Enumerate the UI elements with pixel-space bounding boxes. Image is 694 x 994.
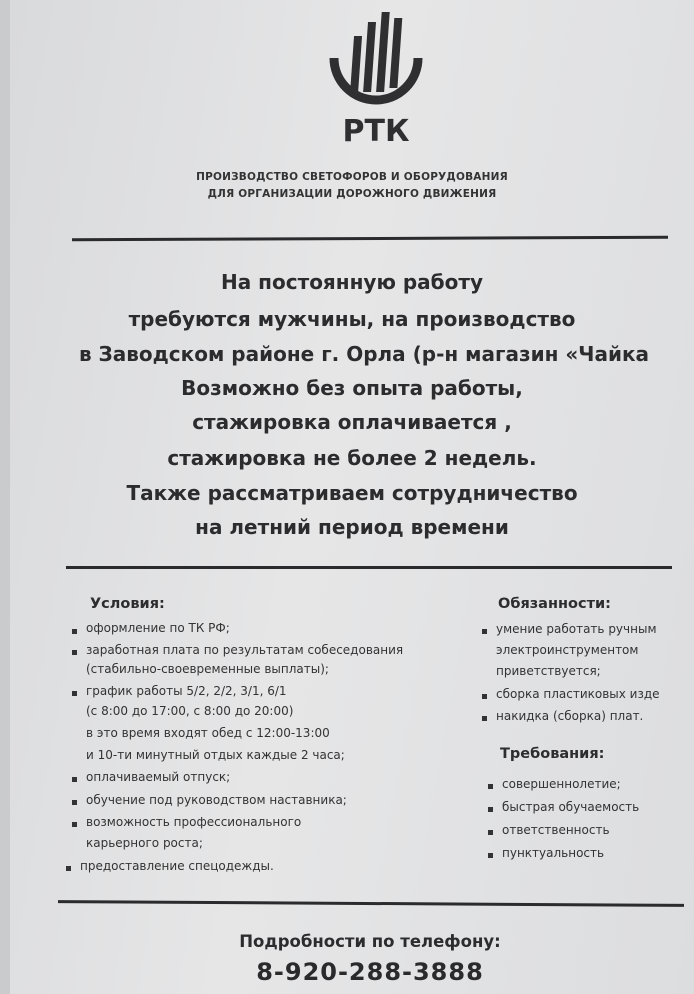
requirements-item: ответственность bbox=[502, 823, 610, 837]
requirements-item: быстрая обучаемость bbox=[502, 800, 640, 814]
conditions-item: оформление по ТК РФ; bbox=[86, 621, 230, 635]
bullet-icon bbox=[482, 629, 487, 634]
bullet-icon bbox=[482, 716, 487, 721]
bullet-icon bbox=[72, 650, 77, 655]
conditions-item: заработная плата по результатам собеседования bbox=[86, 643, 404, 657]
requirements-item: совершеннолетие; bbox=[502, 777, 621, 791]
bullet-icon bbox=[72, 691, 77, 696]
conditions-item-cont: (стабильно-своевременные выплаты); bbox=[86, 662, 329, 676]
headline-line-7: Также рассматриваем сотрудничество bbox=[126, 481, 578, 505]
phone-number[interactable]: 8-920-288-3888 bbox=[256, 958, 484, 986]
divider-top bbox=[72, 236, 668, 242]
duties-item: накидка (сборка) плат. bbox=[496, 709, 644, 723]
conditions-item: предоставление спецодежды. bbox=[80, 859, 274, 873]
divider-bottom bbox=[58, 900, 684, 907]
headline-line-2: требуются мужчины, на производство bbox=[128, 307, 576, 331]
conditions-title: Условия: bbox=[90, 596, 165, 612]
bullet-icon bbox=[66, 866, 71, 871]
contact-label: Подробности по телефону: bbox=[239, 932, 501, 951]
requirements-item: пунктуальность bbox=[502, 846, 605, 860]
bullet-icon bbox=[72, 777, 77, 782]
duties-item-cont: приветствуется; bbox=[496, 664, 601, 678]
bullet-icon bbox=[72, 800, 77, 805]
duties-title: Обязанности: bbox=[498, 596, 611, 612]
bullet-icon bbox=[72, 629, 77, 634]
requirements-title: Требования: bbox=[500, 746, 605, 762]
conditions-item-cont: в это время входят обед с 12:00-13:00 bbox=[86, 726, 330, 740]
conditions-item: оплачиваемый отпуск; bbox=[86, 770, 231, 784]
headline-line-8: на летний период времени bbox=[195, 515, 509, 539]
conditions-item: обучение под руководством наставника; bbox=[86, 793, 347, 807]
bullet-icon bbox=[72, 822, 77, 827]
conditions-item: возможность профессионального bbox=[86, 815, 302, 829]
tagline-line-1: ПРОИЗВОДСТВО СВЕТОФОРОВ И ОБОРУДОВАНИЯ bbox=[196, 171, 508, 183]
conditions-item: график работы 5/2, 2/2, 3/1, 6/1 bbox=[86, 684, 287, 698]
headline-line-1: На постоянную работу bbox=[220, 270, 483, 294]
bullet-icon bbox=[488, 807, 493, 812]
bullet-icon bbox=[482, 694, 487, 699]
headline-line-5: стажировка оплачивается , bbox=[192, 410, 512, 434]
conditions-item-cont: и 10-ти минутный отдых каждые 2 часа; bbox=[86, 748, 345, 762]
bullet-icon bbox=[488, 830, 493, 835]
headline-line-6: стажировка не более 2 недель. bbox=[167, 446, 537, 470]
conditions-item-cont: (с 8:00 до 17:00, с 8:00 до 20:00) bbox=[86, 704, 294, 718]
bullet-icon bbox=[488, 853, 493, 858]
headline-line-4: Возможно без опыта работы, bbox=[181, 376, 523, 400]
rtk-logo-icon bbox=[326, 8, 426, 158]
flyer-sheet bbox=[10, 0, 694, 994]
divider-middle bbox=[66, 566, 672, 569]
logo-text: РТК bbox=[342, 114, 410, 149]
duties-item: сборка пластиковых изде bbox=[496, 687, 660, 701]
conditions-item-cont: карьерного роста; bbox=[86, 836, 203, 850]
bullet-icon bbox=[488, 784, 493, 789]
duties-item-cont: электроинструментом bbox=[496, 643, 639, 657]
duties-item: умение работать ручным bbox=[496, 622, 657, 636]
headline-line-3: в Заводском районе г. Орла (р-н магазин «Чайка bbox=[78, 342, 650, 366]
tagline-line-2: ДЛЯ ОРГАНИЗАЦИИ ДОРОЖНОГО ДВИЖЕНИЯ bbox=[207, 188, 497, 200]
